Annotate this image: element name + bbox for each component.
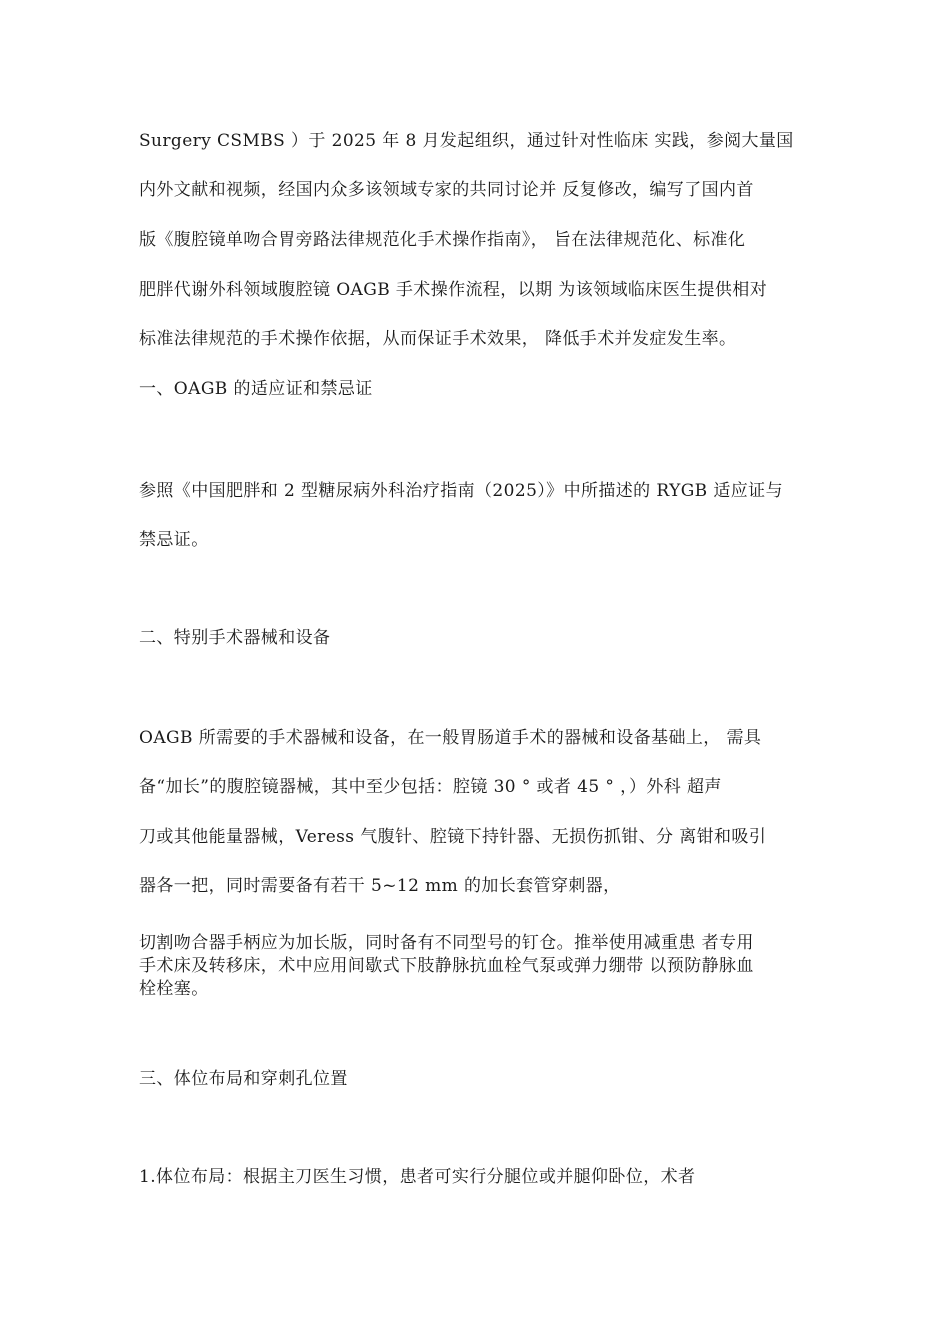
section2-dense-line-1: 切割吻合器手柄应为加长版，同时备有不同型号的钉仓。推举使用减重患 者专用 bbox=[139, 933, 754, 953]
intro-line-2: 内外文献和视频，经国内众多该领域专家的共同讨论并 反复修改，编写了国内首 bbox=[139, 180, 754, 200]
section2-line-2: 备“加长”的腹腔镜器械，其中至少包括：腔镜 30 ° 或者 45 ° ，）外科 超声 bbox=[139, 777, 722, 797]
section1-line-2: 禁忌证。 bbox=[139, 530, 209, 550]
intro-line-3: 版《腹腔镜单吻合胃旁路法律规范化手术操作指南》， 旨在法律规范化、标准化 bbox=[139, 230, 746, 250]
section2-dense-line-2: 手术床及转移床，术中应用间歇式下肢静脉抗血栓气泵或弹力绷带 以预防静脉血 bbox=[139, 956, 754, 976]
section2-line-1: OAGB 所需要的手术器械和设备，在一般胃肠道手术的器械和设备基础上， 需具 bbox=[139, 728, 762, 748]
intro-line-1: Surgery CSMBS ）于 2025 年 8 月发起组织，通过针对性临床 实践，参阅大量国 bbox=[139, 131, 794, 151]
section-heading-position: 三、体位布局和穿刺孔位置 bbox=[139, 1069, 348, 1089]
section1-line-1: 参照《中国肥胖和 2 型糖尿病外科治疗指南（2025）》中所描述的 RYGB 适应证与 bbox=[139, 481, 783, 501]
intro-line-5: 标准法律规范的手术操作依据，从而保证手术效果， 降低手术并发症发生率。 bbox=[139, 329, 737, 349]
section-heading-indications: 一、OAGB 的适应证和禁忌证 bbox=[139, 379, 373, 399]
section2-line-4: 器各一把，同时需要备有若干 5~12 mm 的加长套管穿刺器， bbox=[139, 876, 621, 896]
section-heading-instruments: 二、特别手术器械和设备 bbox=[139, 628, 331, 648]
section2-line-3: 刀或其他能量器械，Veress 气腹针、腔镜下持针器、无损伤抓钳、分 离钳和吸引 bbox=[139, 827, 767, 847]
section2-dense-line-3: 栓栓塞。 bbox=[139, 979, 209, 999]
section3-line-1: 1.体位布局：根据主刀医生习惯，患者可实行分腿位或并腿仰卧位，术者 bbox=[139, 1167, 696, 1187]
intro-line-4: 肥胖代谢外科领域腹腔镜 OAGB 手术操作流程，以期 为该领域临床医生提供相对 bbox=[139, 280, 768, 300]
